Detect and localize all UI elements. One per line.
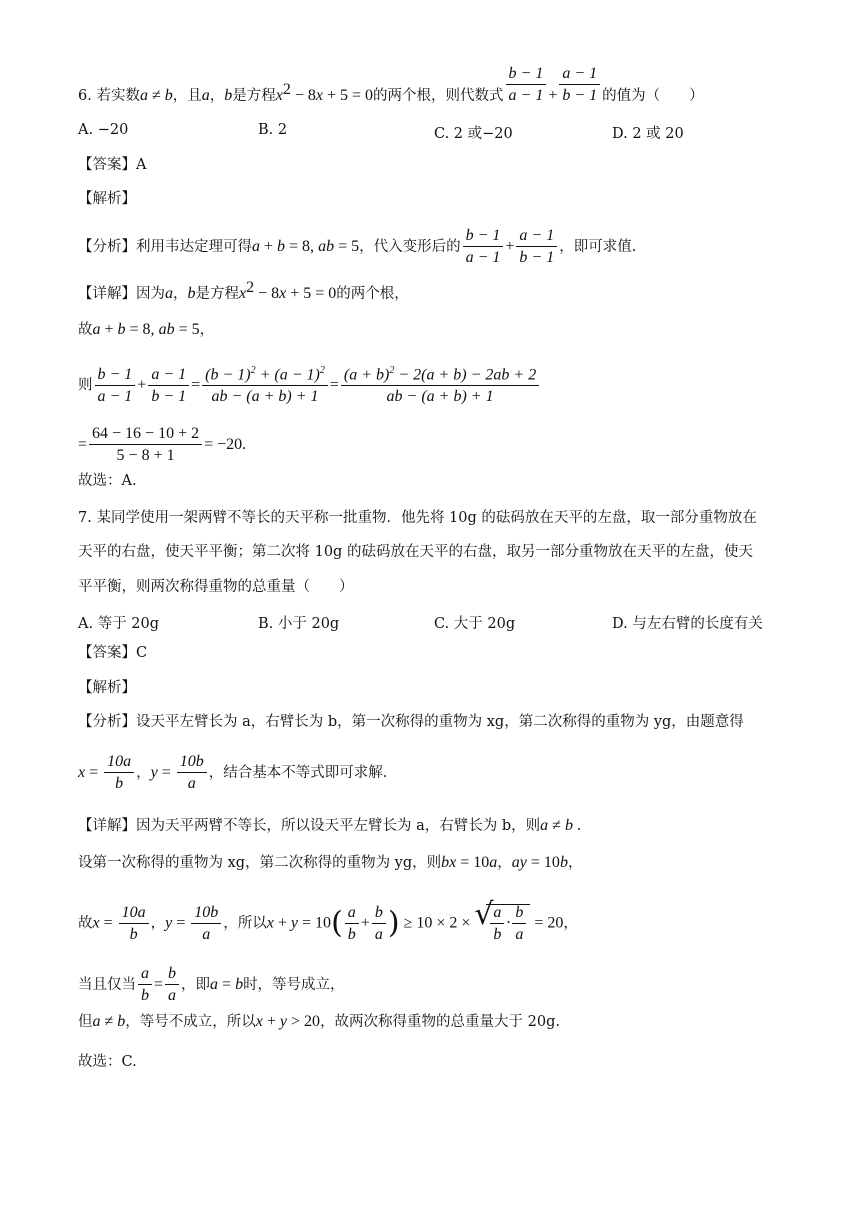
q6-fenxi: 【分析】利用韦达定理可得a + b = 8, ab = 5，代入变形后的 $\frac{b - 1}{a - 1}$ + $\frac{a - 1}{b - 1}$ ，即可求值. xyxy=(78,227,637,266)
q6-option-d: D. 2 或 20 xyxy=(612,126,684,142)
q7-detail-line-1: 【详解】因为天平两臂不等长，所以设天平左臂长为 a，右臂长为 b，则a ≠ b . xyxy=(78,817,581,834)
q7-fenxi-line-1: 【分析】设天平左臂长为 a，右臂长为 b，第一次称得的重物为 xg，第二次称得的重物为 yg，由题意得 xyxy=(78,714,744,730)
q7-line-dan: 但a ≠ b，等号不成立，所以x + y > 20，故两次称得重物的总重量大于 20g. xyxy=(78,1013,561,1030)
q7-option-a: A. 等于 20g xyxy=(78,616,160,632)
q7-option-b: B. 小于 20g xyxy=(258,616,340,632)
q6-choose: 故选：A. xyxy=(78,473,137,489)
q7-stem-line-1: 7. 某同学使用一架两臂不等长的天平称一批重物．他先将 10g 的砝码放在天平的左盘，取一部分重物放在 xyxy=(78,510,757,526)
q7-stem-line-3: 平平衡，则两次称得重物的总重量（ ） xyxy=(78,579,354,595)
q6-option-b: B. 2 xyxy=(258,122,288,138)
q7-choose: 故选：C. xyxy=(78,1054,137,1070)
q7-line-gu: 故x = $\frac{10a}{b}$ ，y = $\frac{10b}{a}$ ，所以x + y = 10( $\frac{a}{b}$ + $\frac{b}{a}$ ) ≥ 10 × 2 × √ $\frac{a}{b}$ · $\frac{b}{a}$ = 20， xyxy=(78,897,578,943)
q6-answer: 【答案】A xyxy=(78,157,147,173)
q6-line-result: = $\frac{64 - 16 - 10 + 2}{5 - 8 + 1}$ = −20. xyxy=(78,425,247,464)
q7-option-d: D. 与左右臂的长度有关 xyxy=(612,616,763,632)
q7-answer: 【答案】C xyxy=(78,645,148,661)
q7-option-c: C. 大于 20g xyxy=(434,616,516,632)
q7-analysis-heading: 【解析】 xyxy=(78,680,136,696)
q6-line-ze: 则 $\frac{b - 1}{a - 1}$ + $\frac{a - 1}{b - 1}$ = $\frac{(b - 1)^2 + (a - 1)^2}{ab - (a + b) + 1}$ = $\frac{(a + b)^2 - 2(a + b) - 2ab + 2}{ab - (a + b) + 1}$ xyxy=(78,366,541,405)
q6-analysis-heading: 【解析】 xyxy=(78,191,136,207)
q7-fenxi-line-2: x = $\frac{10a}{b}$ ，y = $\frac{10b}{a}$ ，结合基本不等式即可求解. xyxy=(78,753,388,792)
q6-stem: 6. 若实数a ≠ b，且a，b是方程$x^2 - 8x + 5 = 0$的两个根，则代数式 $\frac{b - 1}{a - 1}$ + $\frac{a - 1}{b - 1}$ 的值为（ ） xyxy=(78,64,704,104)
q6-option-a: A. −20 xyxy=(78,122,129,138)
q6-line-gu: 故a + b = 8, ab = 5， xyxy=(78,321,215,338)
q6-detail: 【详解】因为a，b是方程$x^2 - 8x + 5 = 0$的两个根， xyxy=(78,279,409,302)
q6-option-c: C. 2 或−20 xyxy=(434,126,513,142)
q7-line-dang: 当且仅当 $\frac{a}{b}$ = $\frac{b}{a}$ ，即a = b时，等号成立， xyxy=(78,965,345,1004)
q7-detail-line-2: 设第一次称得的重物为 xg，第二次称得的重物为 yg，则bx = 10a，ay = 10b， xyxy=(78,854,583,871)
q7-stem-line-2: 天平的右盘，使天平平衡；第二次将 10g 的砝码放在天平的右盘，取另一部分重物放在天平的左盘，使天 xyxy=(78,544,753,560)
